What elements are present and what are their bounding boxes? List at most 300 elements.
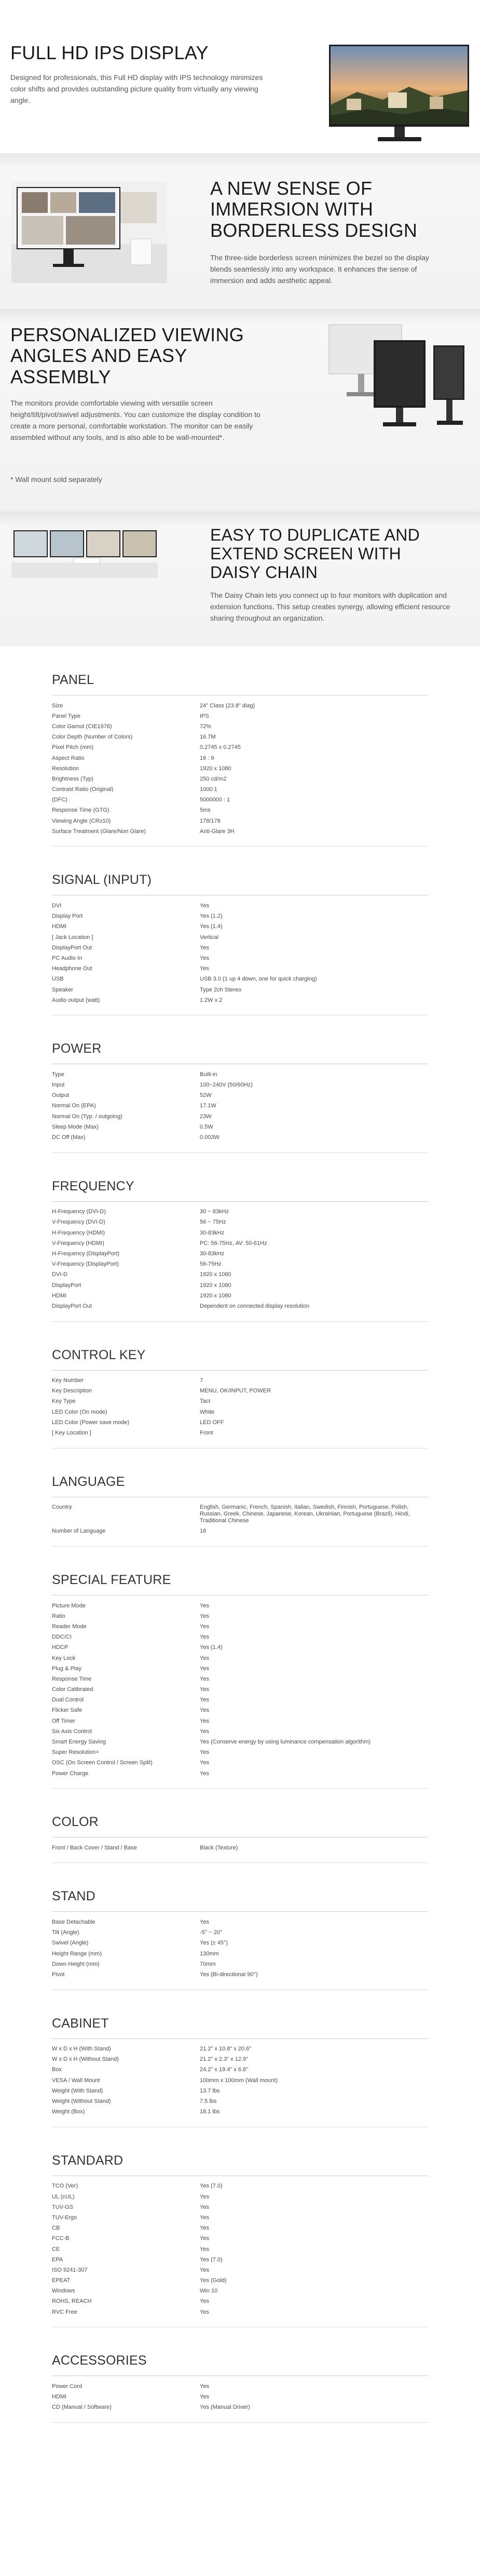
spec-value: Yes: [200, 1718, 209, 1724]
spec-section-heading: CABINET: [52, 2016, 428, 2039]
spec-label: FCC-B: [52, 2235, 70, 2242]
spec-label: Sleep Mode (Max): [52, 1123, 99, 1130]
spec-value: 100mm x 100mm (Wall mount): [200, 2077, 278, 2084]
spec-value: Yes (7.0): [200, 2256, 223, 2263]
spec-value: 5ms: [200, 807, 211, 814]
spec-row: [52, 785, 428, 795]
spec-value: 1920 x 1080: [200, 1292, 231, 1299]
spec-value: Yes: [200, 1602, 209, 1609]
spec-row: [52, 2297, 428, 2307]
spec-row: [52, 1091, 428, 1101]
spec-label: Speaker: [52, 986, 73, 993]
spec-label: W x D x H (Without Stand): [52, 2056, 119, 2063]
spec-row: [52, 2286, 428, 2297]
spec-label: Color Gamut (CIE1976): [52, 723, 112, 730]
spec-section: [52, 2127, 428, 2327]
spec-row: [52, 985, 428, 995]
spec-value: Type 2ch Stereo: [200, 986, 242, 993]
spec-row: [52, 806, 428, 816]
spec-value: Yes: [200, 1623, 209, 1630]
spec-label: Ratio: [52, 1613, 65, 1619]
spec-row: [52, 1301, 428, 1311]
spec-row: [52, 1716, 428, 1726]
feature-full-hd-ips: [0, 0, 480, 153]
spec-label: Key Lock: [52, 1655, 76, 1661]
spec-value: 24.2" x 19.4" x 6.8": [200, 2067, 249, 2073]
spec-section-heading: STANDARD: [52, 2153, 428, 2176]
spec-row: [52, 1758, 428, 1768]
feature-personalized-viewing: [0, 309, 480, 512]
spec-label: CB: [52, 2225, 60, 2232]
spec-value: 70mm: [200, 1961, 216, 1967]
spec-row: [52, 2181, 428, 2192]
spec-label: V-Frequency (DisplayPort): [52, 1261, 119, 1268]
spec-label: Size: [52, 702, 63, 709]
spec-row: [52, 901, 428, 911]
feature-borderless-design: [0, 153, 480, 309]
spec-label: Number of Language: [52, 1528, 106, 1535]
spec-label: PC Audio In: [52, 955, 83, 961]
spec-section-heading: POWER: [52, 1041, 428, 1064]
spec-rows: [52, 1917, 428, 1990]
spec-value: Yes: [200, 1770, 209, 1777]
spec-section: [52, 1322, 428, 1448]
spec-value: Tact: [200, 1398, 211, 1405]
spec-value: Win 10: [200, 2288, 218, 2295]
spec-row: [52, 1768, 428, 1779]
spec-value: 178/178: [200, 817, 221, 824]
spec-label: Pixel Pitch (mm): [52, 744, 94, 751]
spec-value: 1920 x 1080: [200, 1271, 231, 1278]
spec-row: [52, 1407, 428, 1417]
spec-row: [52, 1611, 428, 1621]
spec-row: [52, 1938, 428, 1949]
specifications-table: [52, 647, 428, 2423]
spec-row: [52, 1737, 428, 1747]
spec-label: Input: [52, 1082, 65, 1089]
spec-label: Color Calibrated: [52, 1686, 93, 1693]
spec-label: Viewing Angle (CR≥10): [52, 817, 111, 824]
spec-value: 130mm: [200, 1950, 219, 1957]
spec-value: 1000:1: [200, 786, 217, 793]
spec-value: Yes (Manual Driver): [200, 2404, 250, 2411]
spec-row: [52, 1376, 428, 1386]
spec-section-heading: FREQUENCY: [52, 1179, 428, 1202]
spec-value: Yes: [200, 1655, 209, 1661]
spec-value: English, Germanic, French, Spanish, Italian, Swedish, Finnish, Portuguese, Polish, Russian, Greek, Chinese, Japanese, Korean, Ukrainian, Portuguese (Brazil), Hindi, Traditional Chinese: [200, 1504, 410, 1524]
spec-row: [52, 2234, 428, 2244]
spec-label: LED Color (On mode): [52, 1408, 107, 1415]
spec-value: 21.2" x 10.8" x 20.6": [200, 2046, 252, 2052]
spec-label: Type: [52, 1071, 64, 1078]
spec-label: Response Time (GTG): [52, 807, 109, 814]
spec-row: [52, 1207, 428, 1217]
spec-row: [52, 1280, 428, 1291]
spec-row: [52, 2392, 428, 2402]
spec-label: Resolution: [52, 765, 79, 772]
spec-label: Output: [52, 1092, 70, 1099]
spec-value: Yes (Gold): [200, 2277, 227, 2284]
spec-label: Down Height (mm): [52, 1961, 100, 1967]
spec-row: [52, 1526, 428, 1537]
spec-label: Power Cord: [52, 2383, 83, 2390]
feature-footnote: * Wall mount sold separately: [10, 475, 102, 484]
spec-value: Yes (7.0): [200, 2183, 223, 2190]
spec-section-heading: SPECIAL FEATURE: [52, 1573, 428, 1595]
spec-row: [52, 2265, 428, 2275]
spec-value: 7: [200, 1377, 203, 1384]
spec-label: Swivel (Angle): [52, 1940, 89, 1947]
spec-section-heading: STAND: [52, 1889, 428, 1912]
spec-row: [52, 1111, 428, 1122]
spec-label: Panel Type: [52, 713, 80, 719]
spec-row: [52, 753, 428, 763]
spec-label: DVI: [52, 903, 62, 909]
spec-label: Country: [52, 1504, 72, 1511]
spec-section: [52, 647, 428, 847]
spec-row: [52, 2276, 428, 2286]
spec-value: 0.5W: [200, 1123, 213, 1130]
spec-label: Display Port: [52, 913, 83, 920]
spec-value: Yes: [200, 2193, 209, 2200]
daisy-chain-monitors-image: [11, 526, 158, 578]
spec-label: V-Frequency (HDMI): [52, 1240, 104, 1246]
spec-value: 17.1W: [200, 1103, 216, 1109]
spec-section-heading: PANEL: [52, 673, 428, 695]
spec-value: Built-in: [200, 1071, 217, 1078]
spec-label: HDMI: [52, 2394, 67, 2400]
spec-label: CD (Manual / Software): [52, 2404, 112, 2411]
spec-label: Brightness (Typ): [52, 775, 94, 782]
feature-description: The three-side borderless screen minimizes the bezel so the display blends seamlessly into any workspace. It enhances the sense of immersion and adds aesthetic appeal.: [210, 253, 429, 285]
spec-label: Flicker Safe: [52, 1707, 83, 1714]
feature-title-line: DAISY CHAIN: [210, 562, 318, 582]
spec-value: Yes: [200, 1728, 209, 1735]
spec-row: [52, 974, 428, 985]
spec-value: 30-83kHz: [200, 1250, 225, 1257]
spec-label: Base Detachable: [52, 1918, 95, 1925]
spec-value: 30 ~ 83kHz: [200, 1209, 229, 1215]
spec-value: Anti-Glare 3H: [200, 828, 235, 835]
spec-row: [52, 1417, 428, 1428]
spec-row: [52, 1270, 428, 1280]
spec-value: USB 3.0 (1 up 4 down, one for quick charging): [200, 976, 317, 983]
spec-row: [52, 795, 428, 806]
spec-row: [52, 1069, 428, 1080]
spec-value: 16 : 9: [200, 755, 214, 761]
feature-title-line: EXTEND SCREEN WITH: [210, 544, 402, 563]
spec-value: -5° ~ 20°: [200, 1929, 223, 1936]
spec-value: 18.1 lbs: [200, 2109, 220, 2115]
spec-row: [52, 2244, 428, 2255]
spec-row: [52, 1959, 428, 1969]
spec-rows: [52, 1069, 428, 1152]
spec-value: Yes: [200, 1675, 209, 1682]
spec-value: 30-83kHz: [200, 1229, 225, 1236]
spec-section: [52, 1448, 428, 1547]
spec-row: [52, 1386, 428, 1397]
spec-label: Aspect Ratio: [52, 755, 85, 761]
spec-value: LED OFF: [200, 1419, 224, 1426]
spec-label: HDMI: [52, 923, 67, 930]
spec-row: [52, 1843, 428, 1853]
spec-label: OSC (On Screen Control / Screen Split): [52, 1760, 153, 1766]
spec-value: Yes (± 45°): [200, 1940, 228, 1947]
spec-row: [52, 2307, 428, 2317]
spec-row: [52, 2381, 428, 2392]
feature-title-line: ANGLES AND EASY: [10, 345, 187, 367]
spec-row: [52, 1663, 428, 1674]
spec-section-heading: COLOR: [52, 1815, 428, 1837]
spec-row: [52, 2096, 428, 2107]
spec-row: [52, 1706, 428, 1716]
spec-label: Weight (Box): [52, 2109, 85, 2115]
spec-section: [52, 847, 428, 1015]
spec-value: 24" Class (23.8" diag): [200, 702, 255, 709]
spec-label: LED Color (Power save mode): [52, 1419, 130, 1426]
spec-row: [52, 1632, 428, 1643]
spec-rows: [52, 1843, 428, 1863]
spec-row: [52, 943, 428, 953]
spec-value: Yes: [200, 2235, 209, 2242]
spec-value: Black (Texture): [200, 1844, 238, 1851]
spec-row: [52, 1132, 428, 1143]
spec-label: Weight (With Stand): [52, 2087, 103, 2094]
spec-value: Yes: [200, 1665, 209, 1672]
spec-value: Yes: [200, 2204, 209, 2210]
spec-value: 18: [200, 1528, 207, 1535]
spec-value: 7.5 lbs: [200, 2098, 217, 2105]
spec-label: Key Description: [52, 1388, 92, 1394]
spec-value: Yes: [200, 2383, 209, 2390]
spec-value: Yes (1.4): [200, 1644, 223, 1651]
spec-label: H-Frequency (DisplayPort): [52, 1250, 120, 1257]
spec-row: [52, 774, 428, 784]
spec-label: Key Number: [52, 1377, 84, 1384]
spec-row: [52, 1238, 428, 1249]
spec-label: H-Frequency (DVI-D): [52, 1209, 106, 1215]
spec-value: Yes: [200, 944, 209, 951]
spec-label: RVC Free: [52, 2309, 77, 2315]
feature-title-line: ASSEMBLY: [10, 366, 111, 387]
feature-title-line: A NEW SENSE OF: [210, 178, 373, 199]
spec-label: Plug & Play: [52, 1665, 81, 1672]
spec-rows: [52, 2044, 428, 2127]
spec-row: [52, 1621, 428, 1632]
spec-label: Super Resolution+: [52, 1749, 99, 1756]
spec-label: Pivot: [52, 1971, 65, 1978]
spec-row: [52, 995, 428, 1005]
spec-row: [52, 763, 428, 774]
spec-label: Box: [52, 2067, 62, 2073]
spec-value: PC: 56-75Hz, AV: 50-61Hz: [200, 1240, 267, 1246]
spec-value: Yes: [200, 1918, 209, 1925]
spec-label: Key Type: [52, 1398, 76, 1405]
spec-label: Smart Energy Saving: [52, 1739, 106, 1746]
spec-label: Power Charge: [52, 1770, 89, 1777]
spec-rows: [52, 701, 428, 847]
spec-value: Yes: [200, 2394, 209, 2400]
spec-row: [52, 701, 428, 711]
spec-row: [52, 1249, 428, 1259]
spec-label: Contrast Ratio (Original): [52, 786, 114, 793]
spec-value: Yes: [200, 2298, 209, 2305]
spec-value: Yes: [200, 965, 209, 972]
spec-row: [52, 1928, 428, 1938]
spec-label: VESA / Wall Mount: [52, 2077, 100, 2084]
spec-row: [52, 1695, 428, 1706]
spec-label: ROHS, REACH: [52, 2298, 92, 2305]
spec-value: 13.7 lbs: [200, 2087, 220, 2094]
spec-value: 72%: [200, 723, 212, 730]
spec-row: [52, 711, 428, 721]
spec-row: [52, 732, 428, 743]
spec-value: IPS: [200, 713, 209, 719]
spec-row: [52, 964, 428, 974]
spec-value: Yes: [200, 1634, 209, 1641]
spec-label: Normal On (Typ. / outgoing): [52, 1113, 122, 1120]
spec-label: TCO (Ver): [52, 2183, 78, 2190]
spec-row: [52, 1748, 428, 1758]
spec-label: Front / Back Cover / Stand / Base: [52, 1844, 137, 1851]
monitor-adjustment-image: [322, 319, 475, 439]
spec-section: [52, 1863, 428, 1990]
office-monitor-image: [11, 182, 167, 283]
spec-row: [52, 1397, 428, 1407]
feature-title: [210, 178, 417, 241]
spec-row: [52, 1080, 428, 1091]
feature-title-line: PERSONALIZED VIEWING: [10, 324, 244, 345]
spec-rows: [52, 901, 428, 1015]
spec-label: [ Jack Location ]: [52, 934, 93, 941]
spec-row: [52, 2075, 428, 2086]
spec-value: Yes: [200, 903, 209, 909]
spec-value: 23W: [200, 1113, 212, 1120]
spec-row: [52, 953, 428, 963]
spec-row: [52, 2044, 428, 2055]
spec-value: 100~240V (50/60Hz): [200, 1082, 253, 1089]
spec-value: Vertical: [200, 934, 219, 941]
spec-value: Yes: [200, 2309, 209, 2315]
spec-label: Tilt (Angle): [52, 1929, 79, 1936]
spec-value: Yes: [200, 2246, 209, 2252]
spec-rows: [52, 1502, 428, 1547]
feature-description: The monitors provide comfortable viewing with versatile screen height/tilt/pivot/swivel adjustments. You can customize the display condition to create a more personal, comfortable workstation. The monitor can be easily assembled without any tools, and is also able to be wall-mounted*.: [10, 399, 260, 441]
spec-row: [52, 743, 428, 753]
feature-title: [210, 526, 420, 582]
spec-row: [52, 1653, 428, 1663]
spec-label: CE: [52, 2246, 60, 2252]
spec-rows: [52, 2381, 428, 2423]
spec-rows: [52, 1601, 428, 1789]
spec-label: TUV-GS: [52, 2204, 73, 2210]
spec-label: TUV-Ergo: [52, 2214, 77, 2221]
spec-value: Yes: [200, 1749, 209, 1756]
spec-value: Yes: [200, 2225, 209, 2232]
spec-section: [52, 1547, 428, 1789]
spec-row: [52, 932, 428, 943]
spec-label: Windows: [52, 2288, 75, 2295]
spec-value: 5000000 : 1: [200, 797, 230, 803]
spec-row: [52, 2255, 428, 2265]
spec-row: [52, 1291, 428, 1301]
spec-row: [52, 826, 428, 837]
spec-value: 52W: [200, 1092, 212, 1099]
spec-label: Reader Mode: [52, 1623, 87, 1630]
spec-label: H-Frequency (HDMI): [52, 1229, 105, 1236]
spec-row: [52, 816, 428, 826]
feature-title-line: IMMERSION WITH: [210, 198, 374, 220]
spec-value: 56-75Hz: [200, 1261, 222, 1268]
spec-value: 1920 x 1080: [200, 765, 231, 772]
spec-label: Surface Treatment (Glare/Non Glare): [52, 828, 146, 835]
spec-section: [52, 1990, 428, 2127]
spec-rows: [52, 2181, 428, 2327]
spec-value: Yes: [200, 1760, 209, 1766]
spec-row: [52, 1428, 428, 1438]
spec-row: [52, 1643, 428, 1653]
spec-value: 1920 x 1080: [200, 1282, 231, 1289]
spec-rows: [52, 1207, 428, 1322]
spec-row: [52, 1502, 428, 1526]
spec-value: Yes (1.2): [200, 913, 223, 920]
feature-description: Designed for professionals, this Full HD display with IPS technology minimizes color shifts and provides outstanding picture quality from virtually any viewing angle.: [10, 73, 263, 104]
spec-row: [52, 2403, 428, 2413]
spec-label: Height Range (mm): [52, 1950, 102, 1957]
spec-row: [52, 2086, 428, 2096]
spec-row: [52, 1674, 428, 1684]
spec-value: Front: [200, 1430, 213, 1437]
spec-value: 56 ~ 75Hz: [200, 1219, 226, 1226]
spec-label: W x D x H (With Stand): [52, 2046, 111, 2052]
spec-label: Six Axis Control: [52, 1728, 92, 1735]
spec-value: 1.2W x 2: [200, 997, 223, 1003]
feature-description: The Daisy Chain lets you connect up to four monitors with duplication and extension functions. This setup creates synergy, allowing efficient resource sharing throughout an organization.: [210, 591, 450, 622]
spec-value: Yes: [200, 1707, 209, 1714]
spec-row: [52, 911, 428, 922]
spec-row: [52, 1228, 428, 1238]
spec-row: [52, 1917, 428, 1927]
feature-title-line: EASY TO DUPLICATE AND: [210, 526, 420, 544]
spec-row: [52, 1259, 428, 1270]
spec-row: [52, 2055, 428, 2065]
monitor-landscape-image: [326, 43, 472, 144]
spec-row: [52, 2107, 428, 2117]
spec-label: DVI-D: [52, 1271, 67, 1278]
spec-value: Yes (Bi-directional 90°): [200, 1971, 258, 1978]
spec-value: White: [200, 1408, 215, 1415]
spec-label: Audio output (watt): [52, 997, 100, 1003]
spec-section: [52, 1015, 428, 1152]
spec-value: 21.2" x 2.3" x 12.9": [200, 2056, 249, 2063]
spec-row: [52, 922, 428, 932]
spec-section: [52, 1153, 428, 1322]
spec-label: HDMI: [52, 1292, 67, 1299]
spec-value: 16.7M: [200, 734, 216, 741]
spec-row: [52, 2223, 428, 2234]
spec-value: Yes (1.4): [200, 923, 223, 930]
spec-label: V-Frequency (DVI-D): [52, 1219, 105, 1226]
spec-label: DC Off (Max): [52, 1134, 86, 1141]
spec-label: Response Time: [52, 1675, 92, 1682]
spec-row: [52, 1685, 428, 1695]
spec-label: UL (cUL): [52, 2193, 75, 2200]
feature-title: FULL HD IPS DISPLAY: [10, 42, 209, 63]
spec-section-heading: CONTROL KEY: [52, 1348, 428, 1371]
spec-value: Yes: [200, 1613, 209, 1619]
spec-label: DisplayPort Out: [52, 944, 92, 951]
spec-row: [52, 2212, 428, 2223]
